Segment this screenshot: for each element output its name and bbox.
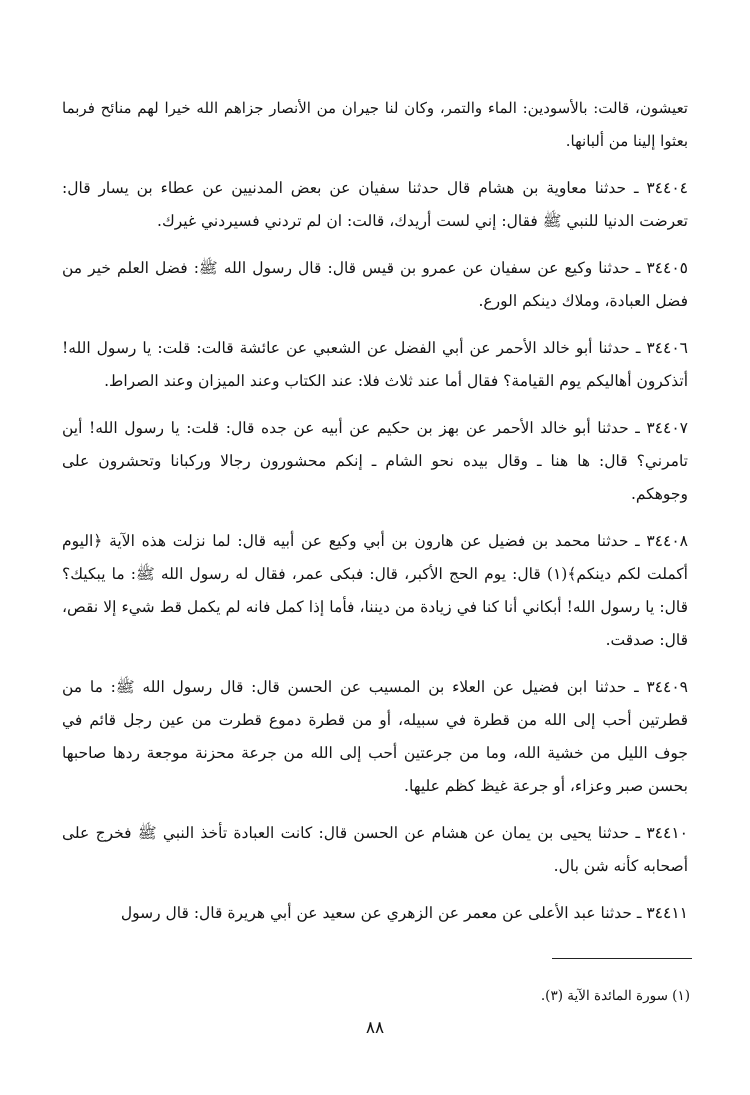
hadith-34406: ٣٤٤٠٦ ـ حدثنا أبو خالد الأحمر عن أبي الفضل عن الشعبي عن عائشة قالت: قلت: يا رسول الله! أتذكرون أهاليكم يوم القيامة؟ فقال أما عند ثلاث فلا: عند الكتاب وعند الميزان وعند الصراط. xyxy=(62,339,688,390)
hadith-34411: ٣٤٤١١ ـ حدثنا عبد الأعلى عن معمر عن الزهري عن سعيد عن أبي هريرة قال: قال رسول xyxy=(120,904,688,922)
hadith-34404: ٣٤٤٠٤ ـ حدثنا معاوية بن هشام قال حدثنا سفيان عن بعض المدنيين عن عطاء بن يسار قال: تعرضت الدنيا للنبي ﷺ فقال: إني لست أريدك، قالت: ان لم تردني فسيردني غيرك. xyxy=(62,179,688,230)
hadith-34407: ٣٤٤٠٧ ـ حدثنا أبو خالد الأحمر عن بهز بن حكيم عن أبيه عن جده قال: قلت: يا رسول الله! أين تامرني؟ قال: ها هنا ـ وقال بيده نحو الشام ـ إنكم محشورون رجالا وركبانا وتحشرون على وجوهكم. xyxy=(62,419,688,503)
page-number: ٨٨ xyxy=(365,1018,385,1038)
footnote-divider xyxy=(552,958,692,959)
hadith-34410: ٣٤٤١٠ ـ حدثنا يحيى بن يمان عن هشام عن الحسن قال: كانت العبادة تأخذ النبي ﷺ فخرج على أصحابه كأنه شن بال. xyxy=(62,824,688,875)
hadith-34409: ٣٤٤٠٩ ـ حدثنا ابن فضيل عن العلاء بن المسيب عن الحسن قال: قال رسول الله ﷺ: ما من قطرتين أحب إلى الله من قطرة في سبيله، أو من قطرة دموع قطرت من عين رجل قائم في جوف الليل من خشية الله، وما من جرعتين أحب إلى الله من جرعة محزنة موجعة ردها صاحبها بحسن صبر وعزاء، أو جرعة غيظ كظم عليها. xyxy=(62,678,688,795)
page-body xyxy=(62,92,688,944)
hadith-34405: ٣٤٤٠٥ ـ حدثنا وكيع عن سفيان عن عمرو بن قيس قال: قال رسول الله ﷺ: فضل العلم خير من فضل العبادة، وملاك دينكم الورع. xyxy=(62,259,688,310)
paragraph-continuation: تعيشون، قالت: بالأسودين: الماء والتمر، وكان لنا جيران من الأنصار جزاهم الله خيرا لهم منائح فربما بعثوا إلينا من ألبانها. xyxy=(62,99,688,150)
hadith-34408: ٣٤٤٠٨ ـ حدثنا محمد بن فضيل عن هارون بن أبي وكيع عن أبيه قال: لما نزلت هذه الآية ﴿اليوم أكملت لكم دينكم﴾(١) قال: يوم الحج الأكبر، قال: فبكى عمر، فقال له رسول الله ﷺ: ما يبكيك؟ قال: يا رسول الله! أبكاني أنا كنا في زيادة من ديننا، فأما إذا كمل فانه لم يكمل قط شيء إلا نقص، قال: صدقت. xyxy=(62,532,688,649)
footnote: (١) سورة المائدة الآية (٣). xyxy=(540,988,690,1004)
